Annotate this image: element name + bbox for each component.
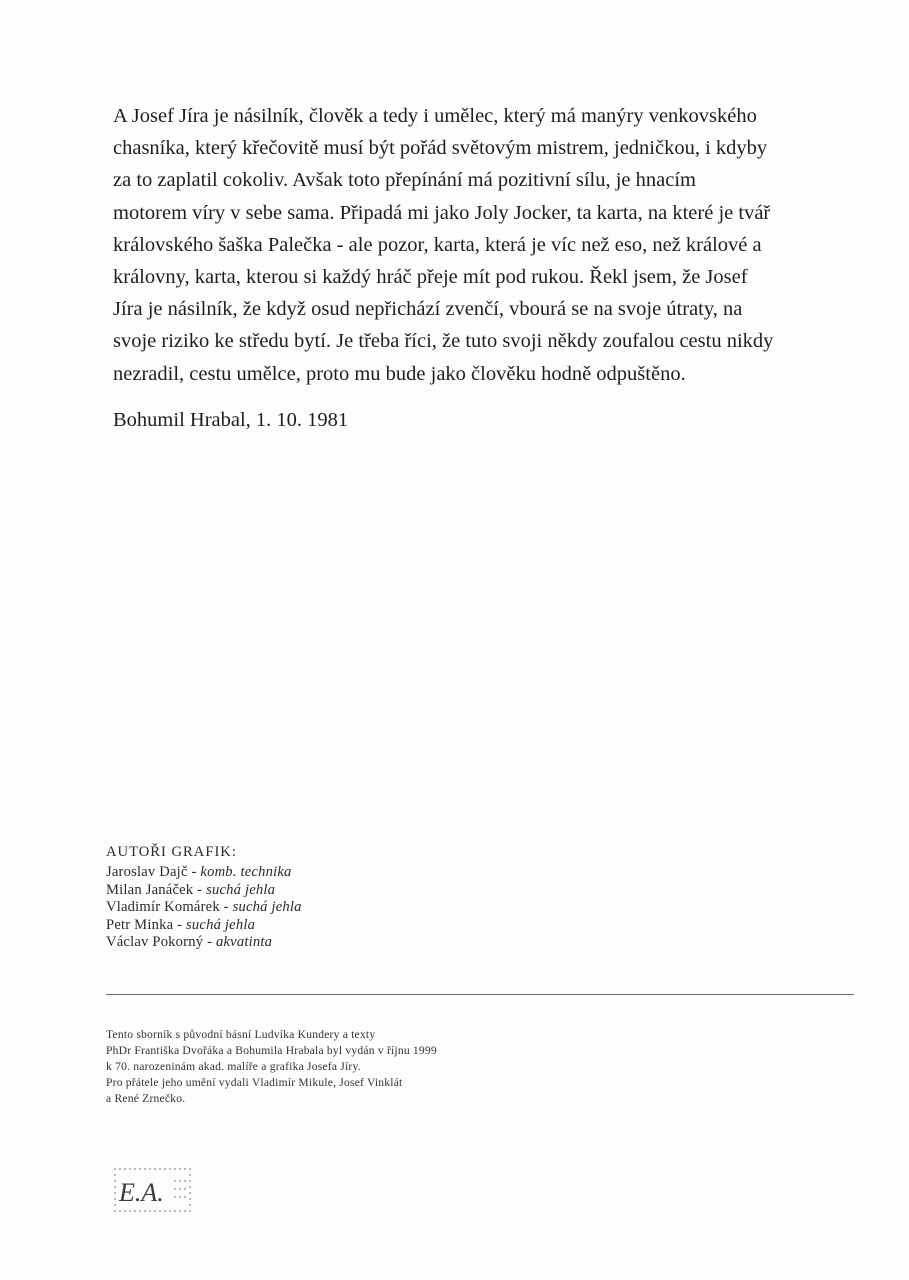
essay-line: královny, karta, kterou si každý hráč přeje mít pod rukou. Řekl jsem, že Josef (113, 266, 748, 289)
essay-line: nezradil, cestu umělce, proto mu bude jako člověku hodně odpuštěno. (113, 362, 686, 385)
credit-author: Milan Janáček - (106, 881, 207, 898)
publisher-logo-icon (113, 1167, 193, 1213)
credit-technique: akvatinta (216, 934, 273, 951)
credit-author: Petr Minka - (106, 916, 187, 933)
essay-line: chasníka, který křečovitě musí být pořád světovým mistrem, jedničkou, i kdyby (113, 137, 768, 160)
essay-line: za to zaplatil cokoliv. Avšak toto přepínání má pozitivní sílu, je hnacím (113, 169, 696, 192)
credit-technique: suchá jehla (206, 881, 276, 898)
colophon (106, 1027, 437, 1107)
credit-technique: suchá jehla (186, 916, 256, 933)
essay-line: motorem víry v sebe sama. Připadá mi jako Joly Jocker, ta karta, na které je tvář (113, 201, 771, 224)
colophon-line: PhDr Františka Dvořáka a Bohumila Hrabala byl vydán v říjnu 1999 (106, 1044, 437, 1058)
essay-line: A Josef Jíra je násilník, člověk a tedy i umělec, který má manýry venkovského (113, 105, 757, 127)
colophon-line: k 70. narozeninám akad. malíře a grafika Josefa Jíry. (106, 1060, 361, 1074)
credit-author: Jaroslav Dajč - (106, 864, 201, 881)
credit-row (106, 882, 302, 899)
essay-line: svoje riziko ke středu bytí. Je třeba říci, že tuto svoji někdy zoufalou cestu nikdy (113, 330, 774, 353)
credit-technique: komb. technika (200, 864, 292, 881)
essay-line: královského šaška Palečka - ale pozor, karta, která je víc než eso, než králové a (113, 233, 762, 256)
colophon-line: a René Zrnečko. (106, 1092, 186, 1106)
credit-author: Vladimír Komárek - (106, 899, 233, 916)
credit-row (106, 864, 302, 881)
print-authors-credits (106, 844, 302, 951)
essay-line: Jíra je násilník, že když osud nepřichází zvenčí, vbourá se na svoje útraty, na (113, 298, 743, 321)
publisher-logo-text: E.A. (119, 1178, 164, 1207)
essay-text (113, 100, 833, 390)
credits-heading: AUTOŘI GRAFIK: (106, 844, 237, 860)
credit-author: Václav Pokorný - (106, 934, 216, 951)
credit-row (106, 934, 302, 951)
essay-signature: Bohumil Hrabal, 1. 10. 1981 (113, 409, 349, 431)
credit-row (106, 917, 302, 934)
colophon-line: Tento sborník s původní básní Ludvíka Kundery a texty (106, 1028, 376, 1041)
credit-technique: suchá jehla (232, 899, 302, 916)
section-divider (106, 994, 854, 995)
colophon-line: Pro přátele jeho umění vydali Vladimír Mikule, Josef Vinklát (106, 1076, 403, 1090)
credit-row (106, 899, 302, 916)
